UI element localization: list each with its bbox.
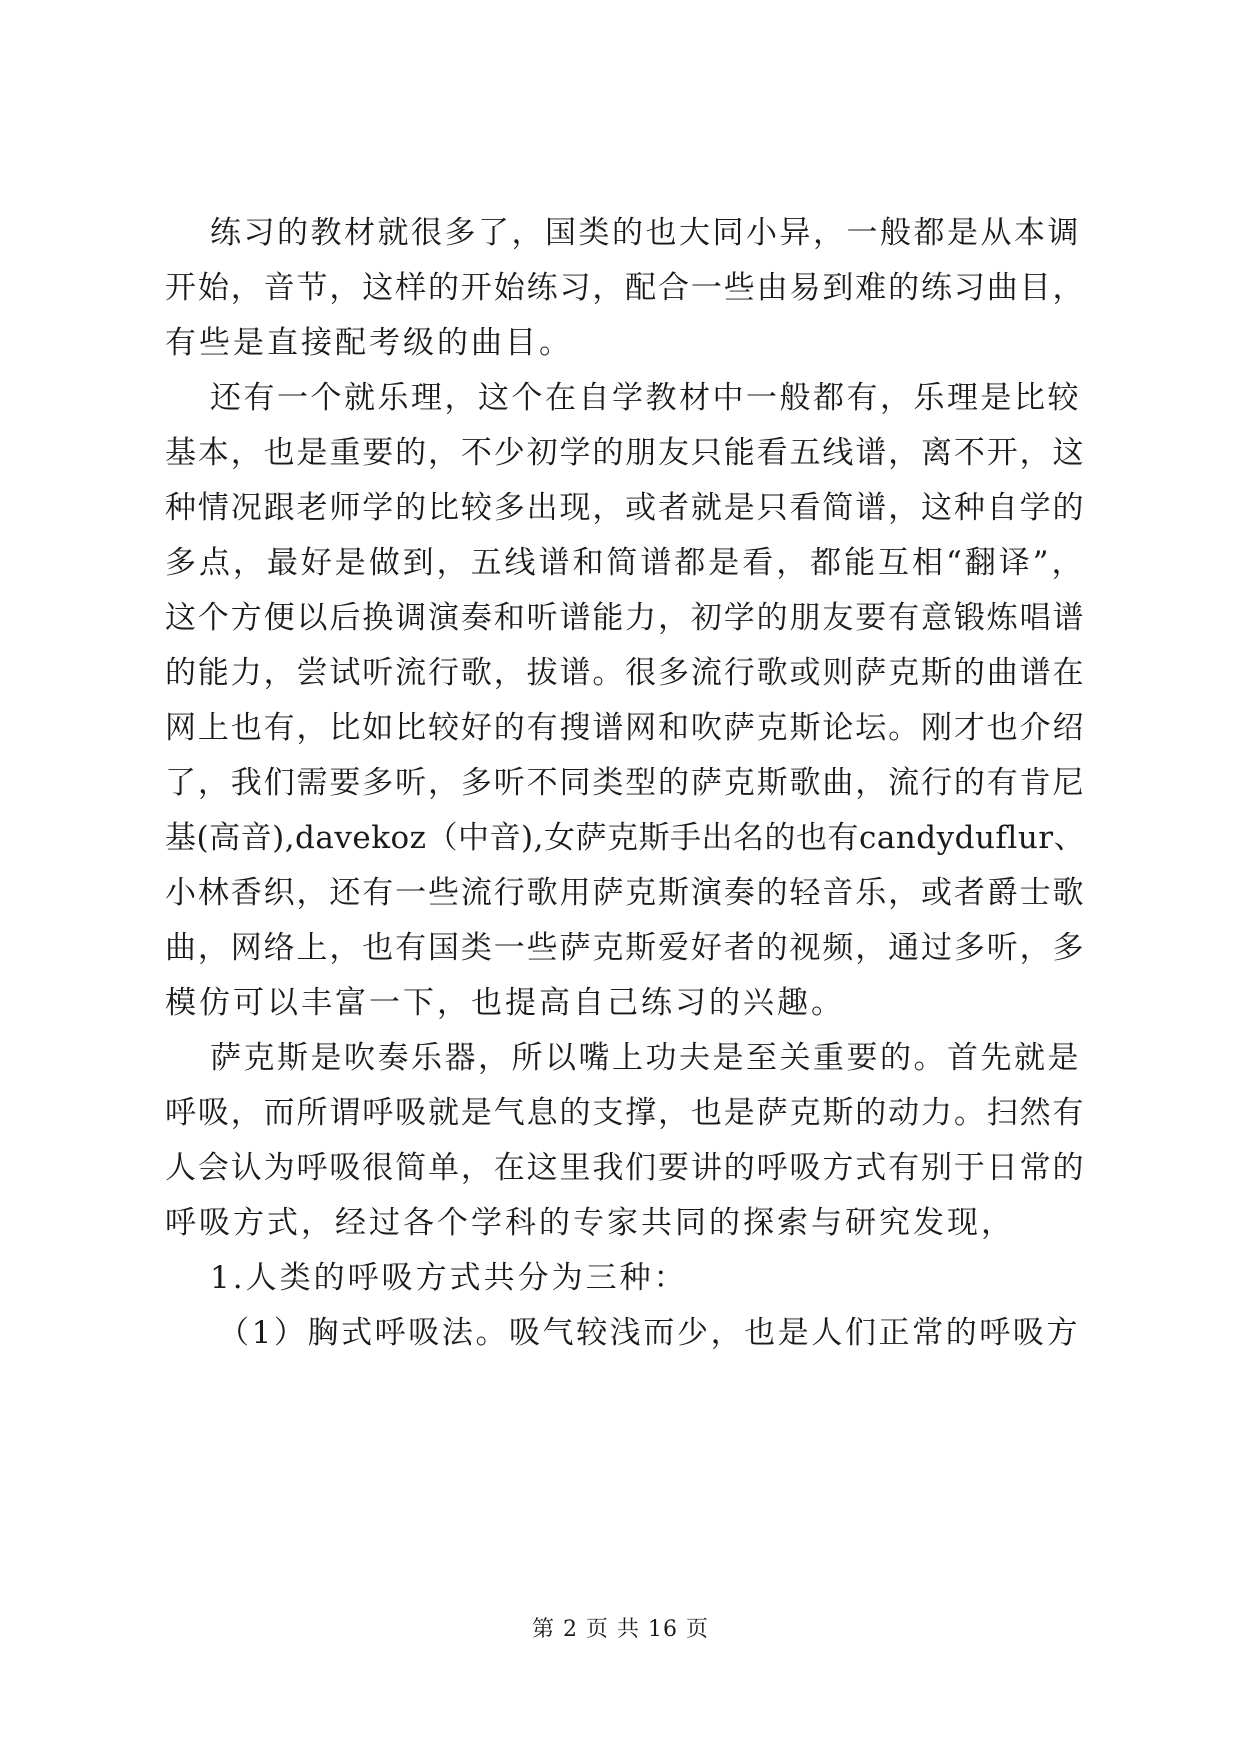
text-line-13: 小林香织，还有一些流行歌用萨克斯演奏的轻音乐，或者爵士歌	[165, 875, 1085, 911]
text-line-15: 模仿可以丰富一下，也提高自己练习的兴趣。	[165, 985, 845, 1021]
text-line-4: 还有一个就乐理，这个在自学教材中一般都有，乐理是比较	[210, 380, 1081, 416]
page-number-footer: 第 2 页 共 16 页	[532, 1617, 709, 1642]
text-line-1: 练习的教材就很多了，国类的也大同小异，一般都是从本调	[210, 215, 1081, 251]
text-line-6: 种情况跟老师学的比较多出现，或者就是只看简谱，这种自学的	[165, 490, 1085, 526]
text-line-10: 网上也有，比如比较好的有搜谱网和吹萨克斯论坛。刚才也介绍	[165, 710, 1085, 746]
text-line-12: 基(高音),davekoz（中音),女萨克斯手出名的也有candyduflur、	[165, 820, 1086, 856]
text-line-14: 曲，网络上，也有国类一些萨克斯爱好者的视频，通过多听，多	[165, 930, 1085, 966]
text-line-5: 基本，也是重要的，不少初学的朋友只能看五线谱，离不开，这	[165, 435, 1085, 471]
text-line-2: 开始，音节，这样的开始练习，配合一些由易到难的练习曲目，	[165, 270, 1085, 306]
text-line-20: 1.人类的呼吸方式共分为三种：	[210, 1260, 688, 1296]
text-line-9: 的能力，尝试听流行歌，拔谱。很多流行歌或则萨克斯的曲谱在	[165, 655, 1085, 691]
text-line-17: 呼吸，而所谓呼吸就是气息的支撑，也是萨克斯的动力。扫然有	[165, 1095, 1085, 1131]
text-line-16: 萨克斯是吹奏乐器，所以嘴上功夫是至关重要的。首先就是	[210, 1040, 1081, 1076]
text-line-21: （1）胸式呼吸法。吸气较浅而少，也是人们正常的呼吸方	[218, 1315, 1080, 1351]
text-line-8: 这个方便以后换调演奏和听谱能力，初学的朋友要有意锻炼唱谱	[165, 600, 1085, 636]
text-line-18: 人会认为呼吸很简单，在这里我们要讲的呼吸方式有别于日常的	[165, 1150, 1085, 1186]
text-line-3: 有些是直接配考级的曲目。	[165, 325, 573, 361]
text-line-19: 呼吸方式，经过各个学科的专家共同的探索与研究发现，	[165, 1205, 1015, 1241]
text-line-7: 多点，最好是做到，五线谱和简谱都是看，都能互相“翻译”，	[165, 545, 1085, 581]
text-line-11: 了，我们需要多听，多听不同类型的萨克斯歌曲，流行的有肯尼	[165, 765, 1085, 801]
